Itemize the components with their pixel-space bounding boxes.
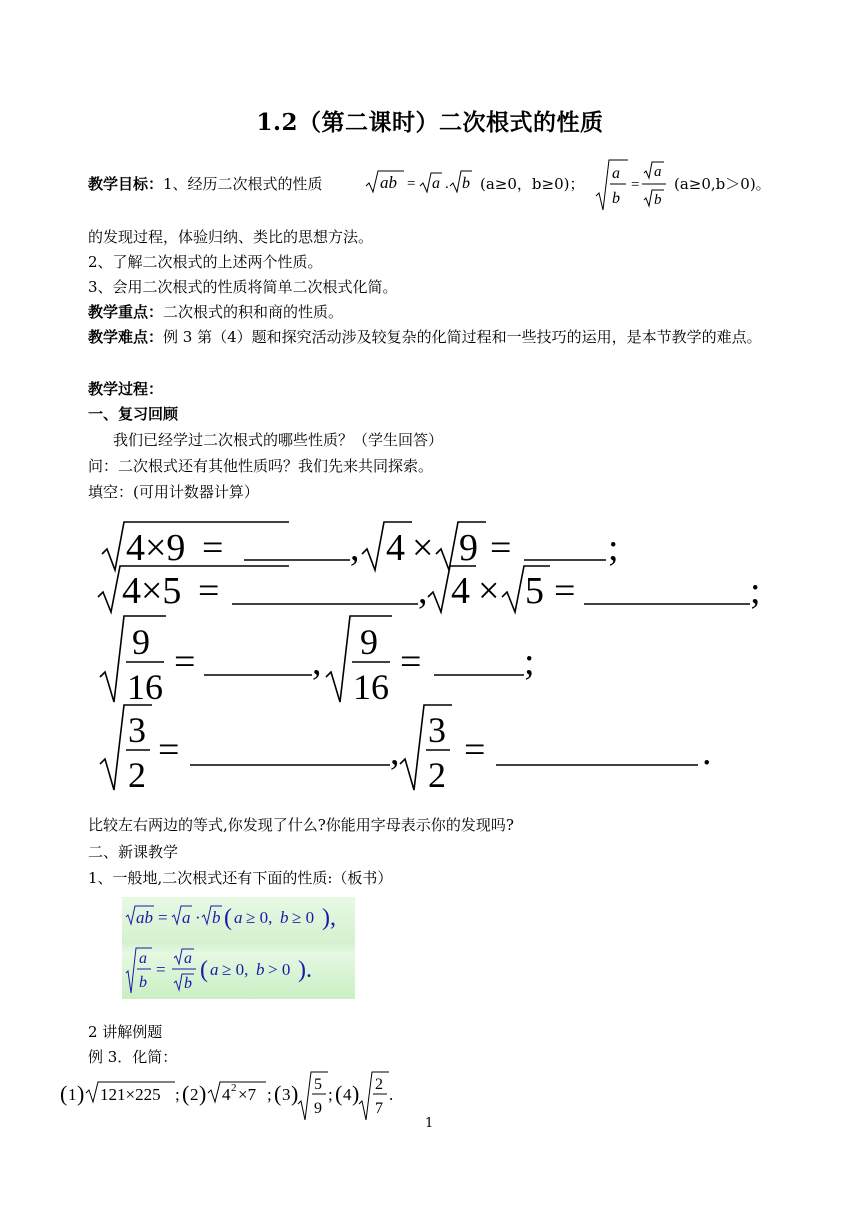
svg-text:=: = xyxy=(174,641,196,683)
svg-text:).: ). xyxy=(298,957,312,983)
new-lesson-heading: 二、新课教学 xyxy=(88,843,179,861)
svg-text:4: 4 xyxy=(386,527,405,569)
svg-text:.: . xyxy=(445,176,449,192)
svg-text:b: b xyxy=(654,192,662,208)
svg-text:=: = xyxy=(156,960,166,979)
svg-text:=: = xyxy=(554,570,576,612)
new-lesson-item1: 1、一般地,二次根式还有下面的性质:（板书） xyxy=(88,869,393,887)
review-question-2: 问：二次根式还有其他性质吗？我们先来共同探索。 xyxy=(88,457,434,475)
key-point-text: 二次根式的积和商的性质。 xyxy=(163,303,344,321)
objectives-line xyxy=(88,174,323,194)
svg-text:;: ; xyxy=(608,527,619,569)
svg-text:9: 9 xyxy=(360,622,378,662)
compare-question: 比较左右两边的等式,你发现了什么?你能用字母表示你的发现吗? xyxy=(88,816,514,834)
svg-text:2: 2 xyxy=(190,1085,199,1104)
svg-text:a: a xyxy=(654,164,662,180)
svg-text:≥ 0,: ≥ 0, xyxy=(246,908,273,927)
svg-text:9: 9 xyxy=(132,622,150,662)
key-point-line xyxy=(88,302,343,322)
svg-text:=: = xyxy=(490,527,512,569)
svg-text:2: 2 xyxy=(428,755,446,795)
svg-text:≥ 0: ≥ 0 xyxy=(292,908,315,927)
svg-text:1: 1 xyxy=(68,1085,77,1104)
svg-text:b: b xyxy=(212,908,221,927)
svg-text:=: = xyxy=(464,729,486,771)
page-title: 1.2（第二课时）二次根式的性质 xyxy=(256,109,604,136)
svg-text:·: · xyxy=(195,908,201,927)
svg-text:;: ; xyxy=(524,641,535,683)
svg-text:=: = xyxy=(400,641,422,683)
svg-text:a: a xyxy=(234,908,243,927)
difficulty-label: 教学难点： xyxy=(88,328,164,346)
svg-text:;: ; xyxy=(175,1085,180,1104)
review-question-1: 我们已经学过二次根式的哪些性质？（学生回答） xyxy=(113,431,444,449)
review-heading: 一、复习回顾 xyxy=(88,405,179,423)
svg-text:;: ; xyxy=(750,570,761,612)
svg-text:4: 4 xyxy=(222,1085,231,1104)
svg-text:5: 5 xyxy=(525,570,544,612)
fill-in-instruction: 填空：(可用计数器计算） xyxy=(88,483,259,501)
svg-text:a: a xyxy=(612,165,620,182)
example-3-problems xyxy=(60,1068,420,1128)
svg-text:a: a xyxy=(432,175,440,192)
svg-text:(: ( xyxy=(60,1081,68,1106)
svg-text:=: = xyxy=(158,908,168,927)
objectives-label: 教学目标： xyxy=(88,175,164,193)
objectives-item1-cont: 的发现过程，体验归纳、类比的思想方法。 xyxy=(88,228,374,246)
svg-text:b: b xyxy=(256,960,265,979)
example-3-label: 例 3．化简： xyxy=(88,1048,178,1066)
svg-text:7: 7 xyxy=(375,1100,383,1117)
svg-text:=: = xyxy=(202,527,224,569)
examples-heading: 2 讲解例题 xyxy=(88,1023,163,1041)
svg-text:≥ 0,: ≥ 0, xyxy=(222,960,249,979)
svg-text:(: ( xyxy=(224,905,232,931)
svg-text:121×225: 121×225 xyxy=(100,1085,161,1104)
svg-text:2: 2 xyxy=(231,1082,237,1094)
svg-text:b: b xyxy=(280,908,289,927)
svg-text:a: a xyxy=(139,950,147,967)
svg-text:): ) xyxy=(77,1081,85,1106)
difficulty-text: 例 3 第（4）题和探究活动涉及较复杂的化简过程和一些技巧的运用，是本节教学的难点。 xyxy=(163,328,762,346)
svg-text:4×9: 4×9 xyxy=(126,527,186,569)
svg-text:): ) xyxy=(352,1081,360,1106)
svg-text:16: 16 xyxy=(353,667,389,707)
svg-text:b: b xyxy=(139,974,147,991)
fill-in-equations xyxy=(94,512,774,802)
svg-text:a: a xyxy=(184,950,192,967)
svg-text:.: . xyxy=(702,731,712,773)
svg-text:b: b xyxy=(184,975,192,992)
svg-text:4: 4 xyxy=(451,570,470,612)
svg-text:5: 5 xyxy=(314,1076,322,1093)
svg-text:=: = xyxy=(198,570,220,612)
cond-product: (a≥0，b≥0)； xyxy=(480,175,585,193)
svg-text:): ) xyxy=(199,1081,207,1106)
svg-text:9: 9 xyxy=(459,527,478,569)
svg-text:(: ( xyxy=(274,1081,282,1106)
svg-text:;: ; xyxy=(328,1085,333,1104)
svg-text:(: ( xyxy=(182,1081,190,1106)
svg-text:,: , xyxy=(390,731,400,773)
svg-text:(: ( xyxy=(200,957,208,983)
svg-text:b: b xyxy=(612,190,620,207)
page-number: 1 xyxy=(425,1116,434,1131)
svg-text:,: , xyxy=(418,570,428,612)
key-point-label: 教学重点： xyxy=(88,303,164,321)
svg-text:4×5: 4×5 xyxy=(122,570,182,612)
svg-text:×: × xyxy=(478,570,500,612)
objectives-item2: 2、了解二次根式的上述两个性质。 xyxy=(88,253,323,271)
svg-text:9: 9 xyxy=(314,1100,322,1117)
svg-text:3: 3 xyxy=(428,710,446,750)
svg-text:b: b xyxy=(462,175,470,192)
svg-text:2: 2 xyxy=(375,1076,383,1093)
svg-text:a: a xyxy=(182,908,191,927)
svg-text:×7: ×7 xyxy=(238,1085,257,1104)
equation-row-4 xyxy=(100,705,712,795)
svg-text:a: a xyxy=(210,960,219,979)
svg-text:;: ; xyxy=(267,1085,272,1104)
equation-row-3 xyxy=(100,616,535,707)
svg-text:,: , xyxy=(350,527,360,569)
equation-row-1 xyxy=(102,522,619,570)
svg-text:2: 2 xyxy=(128,755,146,795)
property-formulas xyxy=(122,897,362,999)
formula-product-property xyxy=(364,166,474,198)
difficulty-paragraph xyxy=(88,325,768,350)
svg-text:=: = xyxy=(407,176,416,192)
objectives-item1-prefix: 1、经历二次根式的性质 xyxy=(163,175,323,193)
svg-text:16: 16 xyxy=(127,667,163,707)
svg-text:=: = xyxy=(631,177,640,193)
svg-text:.: . xyxy=(389,1085,394,1104)
equation-row-2 xyxy=(98,566,761,612)
svg-text:): ) xyxy=(291,1081,299,1106)
svg-text:4: 4 xyxy=(343,1085,352,1104)
svg-text:(: ( xyxy=(335,1081,343,1106)
objectives-item3: 3、会用二次根式的性质将简单二次根式化简。 xyxy=(88,278,398,296)
svg-text:),: ), xyxy=(322,905,336,931)
svg-text:×: × xyxy=(412,527,434,569)
formula-quotient-property xyxy=(594,156,674,214)
svg-text:3: 3 xyxy=(282,1085,291,1104)
svg-text:3: 3 xyxy=(128,710,146,750)
svg-text:> 0: > 0 xyxy=(268,960,291,979)
svg-text:,: , xyxy=(312,641,322,683)
cond-quotient: (a≥0,b＞0)。 xyxy=(674,175,771,193)
svg-text:ab: ab xyxy=(136,908,153,927)
svg-text:=: = xyxy=(158,729,180,771)
svg-text:ab: ab xyxy=(380,173,397,192)
process-label: 教学过程： xyxy=(88,380,164,398)
